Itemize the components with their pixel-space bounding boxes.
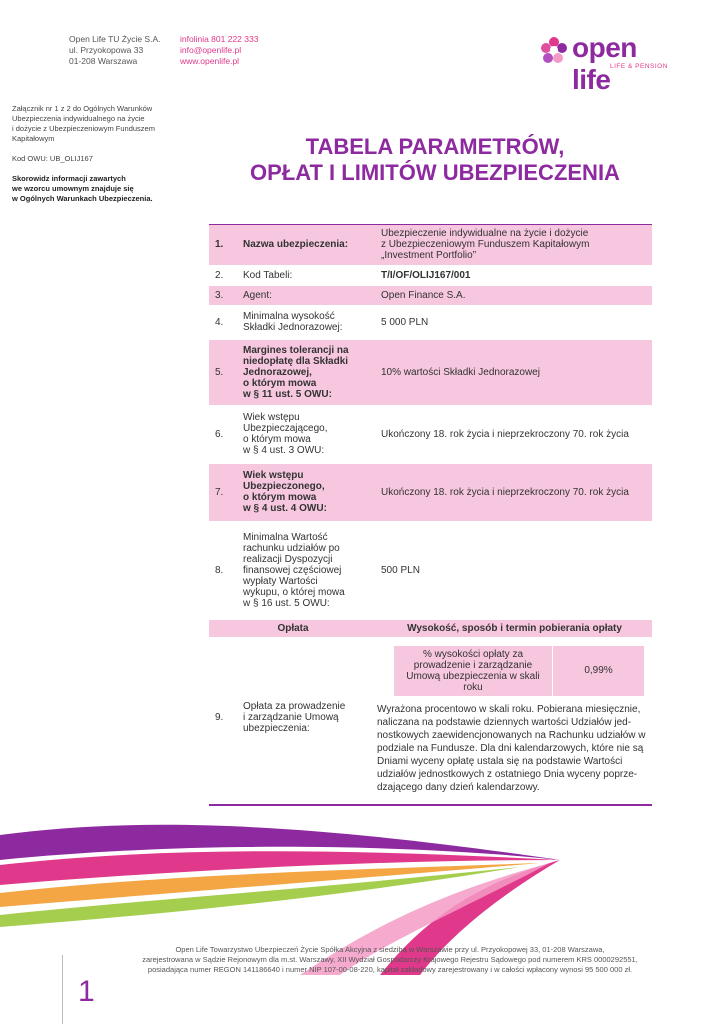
title-line: OPŁAT I LIMITÓW UBEZPIECZENIA xyxy=(250,160,620,185)
openlife-logo xyxy=(538,30,668,95)
fee-details xyxy=(377,637,652,797)
fee-header-right: Wysokość, sposób i termin pobierania opłaty xyxy=(377,619,652,637)
row-value: Ukończony 18. rok życia i nieprzekroczony 70. rok życia xyxy=(377,463,652,521)
index-line: we wzorcu umownym znajduje się xyxy=(12,184,134,193)
row-number: 1. xyxy=(209,225,239,265)
row-label: Nazwa ubezpieczenia: xyxy=(239,225,377,265)
logo-subtitle: LIFE & PENSION xyxy=(610,63,668,70)
row-number: 8. xyxy=(215,564,224,576)
annex-line: i dożycie z Ubezpieczeniowym Funduszem xyxy=(12,124,155,133)
company-address xyxy=(69,34,161,67)
logo-text: open life xyxy=(572,32,637,95)
row-number: 3. xyxy=(209,285,239,305)
company-line: Open Life TU Życie S.A. xyxy=(69,34,161,44)
table-row xyxy=(209,265,652,285)
index-line: Skorowidz informacji zawartych xyxy=(12,174,126,183)
row-label: Kod Tabeli: xyxy=(243,269,293,281)
row-label: Margines tolerancji na niedopłatę dla Składki Jednorazowej, o którym mowa w § 11 ust. 5 OWU: xyxy=(239,339,377,405)
row-value: Open Finance S.A. xyxy=(377,285,652,305)
page-title xyxy=(200,134,670,186)
email-link[interactable]: info@openlife.pl xyxy=(180,45,242,55)
footer-line: zarejestrowana w Sądzie Rejonowym dla m.st. Warszawy, XII Wydział Gospodarczy Krajowego Rejestru Sądowego pod numerem KRS 0000292551, xyxy=(142,955,638,964)
row-label: Wiek wstępu Ubezpieczającego, o którym mowa w § 4 ust. 3 OWU: xyxy=(243,412,328,456)
row-label: Minimalna wysokość Składki Jednorazowej: xyxy=(243,311,343,333)
table-row xyxy=(209,521,652,619)
fee-description: Wyrażona procentowo w skali roku. Pobierana miesięcznie, naliczana na podstawie dziennych wartości Udziałów jed- nostkowych zaewidencjonowanych na Rachunku udziałów w podziale na Fundusze. Dla dni kalendarzowych, które nie są Dniami wyceny opłatę ustala się na podstawie Wartości udziałów jednostkowych z ostatniego Dnia wyceny poprze- dzającego dany dzień kalendarzowy. xyxy=(377,703,646,793)
table-row xyxy=(209,339,652,405)
row-number: 9. xyxy=(215,711,224,723)
row-number: 6. xyxy=(215,428,224,440)
row-label: Agent: xyxy=(239,285,377,305)
row-number: 5. xyxy=(209,339,239,405)
row-value: Ubezpieczenie indywidualne na życie i dożycie z Ubezpieczeniowym Funduszem Kapitałowym „Investment Portfolio” xyxy=(377,225,652,265)
row-label: Wiek wstępu Ubezpieczonego, o którym mowa w § 4 ust. 4 OWU: xyxy=(239,463,377,521)
legal-footer xyxy=(110,945,670,975)
row-value: 10% wartości Składki Jednorazowej xyxy=(377,339,652,405)
footer-line: Open Life Towarzystwo Ubezpieczeń Życie Spółka Akcyjna z siedzibą w Warszawie przy ul. Przyokopowej 33, 01-208 Warszawa, xyxy=(175,945,605,954)
row-value: T/I/OF/OLIJ167/001 xyxy=(381,269,471,281)
fee-header-left: Opłata xyxy=(209,619,377,637)
page-number-rule xyxy=(62,955,63,1024)
company-contact xyxy=(180,34,258,67)
company-line: ul. Przyokopowa 33 xyxy=(69,45,144,55)
table-row xyxy=(209,405,652,463)
owu-code: Kod OWU: UB_OLIJ167 xyxy=(12,154,93,163)
table-row xyxy=(209,225,652,265)
table-row xyxy=(209,463,652,521)
row-number: 2. xyxy=(215,269,224,281)
fee-header-row xyxy=(209,619,652,637)
table-bottom-rule xyxy=(209,804,652,806)
fee-rate-box xyxy=(393,645,645,697)
table-row xyxy=(209,637,652,797)
page-number: 1 xyxy=(78,975,95,1008)
index-note xyxy=(12,174,202,204)
table-row xyxy=(209,305,652,339)
annex-line: Załącznik nr 1 z 2 do Ogólnych Warunków xyxy=(12,104,153,113)
table-row xyxy=(209,285,652,305)
index-line: w Ogólnych Warunkach Ubezpieczenia. xyxy=(12,194,153,203)
row-label: Minimalna Wartość rachunku udziałów po realizacji Dyspozycji finansowej częściowej wypłaty Wartości wykupu, o której mowa w § 16 ust. 5 OWU: xyxy=(243,531,345,609)
hotline: infolinia 801 222 333 xyxy=(180,34,259,44)
row-value: 5 000 PLN xyxy=(381,316,429,328)
row-value: Ukończony 18. rok życia i nieprzekroczony 70. rok życia xyxy=(381,428,629,440)
annex-line: Ubezpieczenia indywidualnego na życie xyxy=(12,114,145,123)
company-line: 01-208 Warszawa xyxy=(69,56,138,66)
website-link[interactable]: www.openlife.pl xyxy=(180,56,240,66)
parameters-table xyxy=(209,225,652,798)
fee-rate-value: 0,99% xyxy=(553,645,645,696)
row-number: 7. xyxy=(209,463,239,521)
row-value: 500 PLN xyxy=(381,564,420,576)
flower-icon xyxy=(538,34,570,66)
row-label: Opłata za prowadzenie i zarządzanie Umową ubezpieczenia: xyxy=(243,700,346,734)
title-line: TABELA PARAMETRÓW, xyxy=(305,134,565,159)
footer-line: posiadająca numer REGON 141186640 i numer NIP 107-00-08-220, kapitał zakładowy zarejestrowany i w całości wpłacony wynosi 95 500 000 zł. xyxy=(147,965,633,974)
row-number: 4. xyxy=(215,316,224,328)
annex-note xyxy=(12,104,202,144)
annex-line: Kapitałowym xyxy=(12,134,55,143)
fee-rate-label: % wysokości opłaty za prowadzenie i zarządzanie Umową ubezpieczenia w skali roku xyxy=(394,645,553,696)
